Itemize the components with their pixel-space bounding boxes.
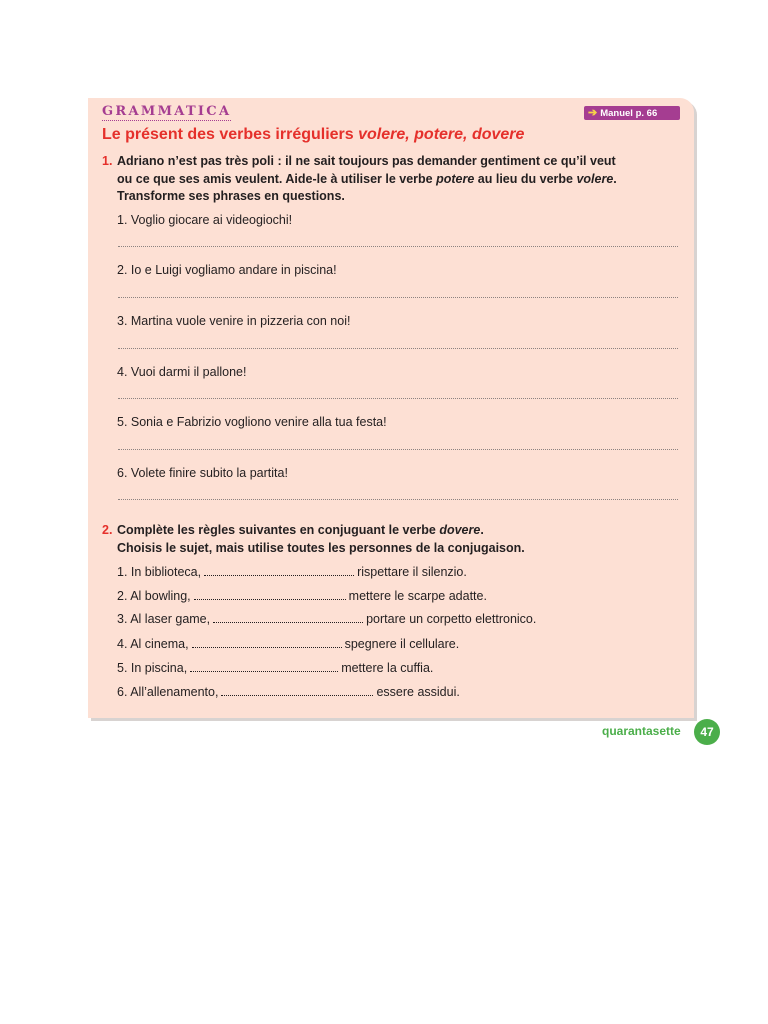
exercise-1-line-2d: volere	[576, 171, 614, 186]
exercise-1-line-2c: au lieu du verbe	[474, 171, 577, 186]
item-suffix: mettere la cuffia.	[341, 661, 434, 675]
fill-in-blank[interactable]	[204, 566, 354, 576]
exercise-2-item	[117, 612, 536, 626]
exercise-2-line-1c: .	[480, 523, 484, 537]
fill-in-blank[interactable]	[221, 686, 373, 696]
exercise-1-line-2e: .	[613, 171, 617, 186]
answer-line[interactable]	[118, 499, 678, 500]
item-prefix: 4. Al cinema,	[117, 637, 189, 651]
exercise-2-item	[117, 589, 487, 603]
answer-line[interactable]	[118, 398, 678, 399]
exercise-2-item	[117, 685, 460, 699]
exercise-1-item: 2. Io e Luigi vogliamo andare in piscina!	[117, 263, 337, 277]
item-suffix: rispettare il silenzio.	[357, 565, 467, 579]
exercise-1-line-3: Transforme ses phrases en questions.	[117, 189, 345, 203]
arrow-right-icon: ➔	[588, 106, 598, 119]
fill-in-blank[interactable]	[190, 662, 338, 672]
item-suffix: mettere le scarpe adatte.	[348, 589, 487, 603]
exercise-1-item: 4. Vuoi darmi il pallone!	[117, 365, 247, 379]
exercise-1-line-2b: potere	[436, 171, 475, 186]
manuel-reference-text: Manuel p. 66	[600, 107, 658, 119]
title-prefix: Le présent des verbes irréguliers	[102, 126, 359, 143]
exercise-2-item	[117, 637, 459, 651]
item-prefix: 5. In piscina,	[117, 661, 188, 675]
section-label: GRAMMATICA	[102, 104, 232, 119]
exercise-2-line-1b: dovere	[439, 523, 481, 537]
fill-in-blank[interactable]	[192, 638, 342, 648]
exercise-1-item: 1. Voglio giocare ai videogiochi!	[117, 213, 293, 227]
answer-line[interactable]	[118, 348, 678, 349]
answer-line[interactable]	[118, 449, 678, 450]
item-suffix: portare un corpetto elettronico.	[366, 612, 537, 626]
exercise-2-line-2: Choisis le sujet, mais utilise toutes les personnes de la conjugaison.	[117, 540, 525, 555]
item-prefix: 1. In biblioteca,	[117, 565, 202, 579]
exercise-1-line-1: Adriano n’est pas très poli : il ne sait toujours pas demander gentiment ce qu’il veut	[117, 154, 616, 168]
answer-line[interactable]	[118, 297, 678, 298]
answer-line[interactable]	[118, 246, 678, 247]
exercise-2-line-1a: Complète les règles suivantes en conjuguant le verbe	[117, 523, 440, 537]
item-prefix: 6. All’allenamento,	[117, 685, 219, 699]
exercise-1-number: 1.	[102, 154, 113, 168]
manuel-reference-badge[interactable]	[584, 106, 680, 120]
exercise-2-item	[117, 565, 467, 579]
exercise-2-instructions	[102, 522, 682, 557]
item-prefix: 3. Al laser game,	[117, 612, 211, 626]
item-suffix: spegnere il cellulare.	[344, 637, 460, 651]
exercise-1-instructions	[102, 153, 682, 206]
page-number-word: quarantasette	[602, 724, 681, 738]
exercise-1-line-2a: ou ce que ses amis veulent. Aide-le à utiliser le verbe	[117, 171, 437, 186]
fill-in-blank[interactable]	[194, 590, 346, 600]
page-number-badge: 47	[694, 719, 720, 745]
exercise-2-item	[117, 661, 433, 675]
title-verbs: volere, potere, dovere	[358, 126, 525, 143]
exercise-1-item: 3. Martina vuole venire in pizzeria con noi!	[117, 314, 351, 328]
item-suffix: essere assidui.	[376, 685, 460, 699]
page-title	[102, 126, 524, 144]
exercise-1-item: 6. Volete finire subito la partita!	[117, 466, 288, 480]
item-prefix: 2. Al bowling,	[117, 589, 191, 603]
exercise-2-number: 2.	[102, 523, 113, 537]
fill-in-blank[interactable]	[213, 613, 363, 623]
exercise-1-item: 5. Sonia e Fabrizio vogliono venire alla tua festa!	[117, 415, 387, 429]
